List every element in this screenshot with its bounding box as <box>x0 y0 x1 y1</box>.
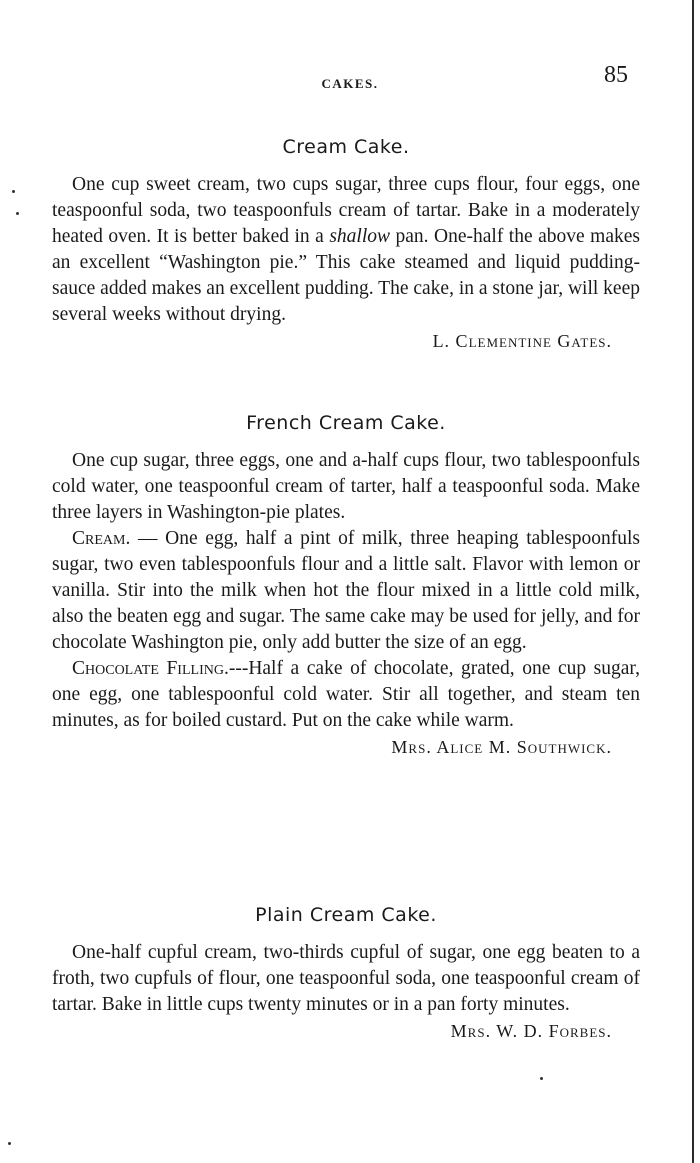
recipe-plain-cream-cake <box>52 904 640 1044</box>
recipe-attribution: Mrs. W. D. Forbes. <box>450 1021 612 1041</box>
recipe-title: Plain Cream Cake. <box>255 904 437 926</box>
recipe-french-cream-cake <box>52 412 640 760</box>
recipe-cream-cake <box>52 136 640 354</box>
section-label: Cream. <box>72 528 131 549</box>
recipe-paragraph <box>52 172 640 328</box>
recipe-paragraph: One-half cupful cream, two-thirds cupful of sugar, one egg beaten to a froth, two cupfuls of flour, one teaspoonful soda, one teaspoonful cream of tartar. Bake in little cups twenty minutes or in a pan forty minutes. <box>52 942 640 1015</box>
paragraph-text: ---Half a cake of chocolate, grated, one cup sugar, one egg, one tablespoonful cold water. Stir all together, and steam ten minutes, as for boiled custard. Put on the cake while warm. <box>52 658 641 731</box>
print-speck <box>16 212 19 215</box>
recipe-title: Cream Cake. <box>282 136 410 158</box>
emphasis-text: shallow <box>329 226 390 247</box>
recipe-title: French Cream Cake. <box>246 412 446 434</box>
recipe-paragraph-chocolate-filling <box>52 656 640 734</box>
running-head: CAKES. <box>321 76 379 91</box>
paragraph-text: One cup sweet cream, two cups sugar, three cups flour, four eggs, one teaspoonful soda, two teaspoonfuls cream of tartar. Bake in a moderately heated oven. It is better baked in a <box>52 174 640 247</box>
print-speck <box>12 190 15 193</box>
recipe-paragraph: One cup sugar, three eggs, one and a-half cups flour, two tablespoonfuls cold water, one teaspoonful cream of tarter, half a teaspoonful soda. Make three layers in Washington-pie plates. <box>52 450 640 523</box>
paragraph-text: pan. One-half the above makes an excellent “Washington pie.” This cake steamed and liquid pudding-sauce added makes an excellent pudding. The cake, in a stone jar, will keep several weeks without drying. <box>52 226 640 325</box>
recipe-attribution: L. Clementine Gates. <box>432 331 612 351</box>
print-speck <box>8 1142 11 1145</box>
section-label: Chocolate Filling. <box>72 658 229 679</box>
paragraph-text: — One egg, half a pint of milk, three heaping tablespoonfuls sugar, two even tablespoonfuls flour and a little salt. Flavor with lemon or vanilla. Stir into the milk when hot the flour mixed in a little cold milk, also the beaten egg and sugar. The same cake may be used for jelly, and for chocolate Washington pie, only add butter the size of an egg. <box>52 528 640 653</box>
page-edge-line <box>692 0 694 1163</box>
recipe-attribution: Mrs. Alice M. Southwick. <box>391 737 612 757</box>
recipe-paragraph-cream <box>52 526 640 656</box>
page-number: 85 <box>604 62 628 88</box>
print-speck <box>540 1077 543 1080</box>
